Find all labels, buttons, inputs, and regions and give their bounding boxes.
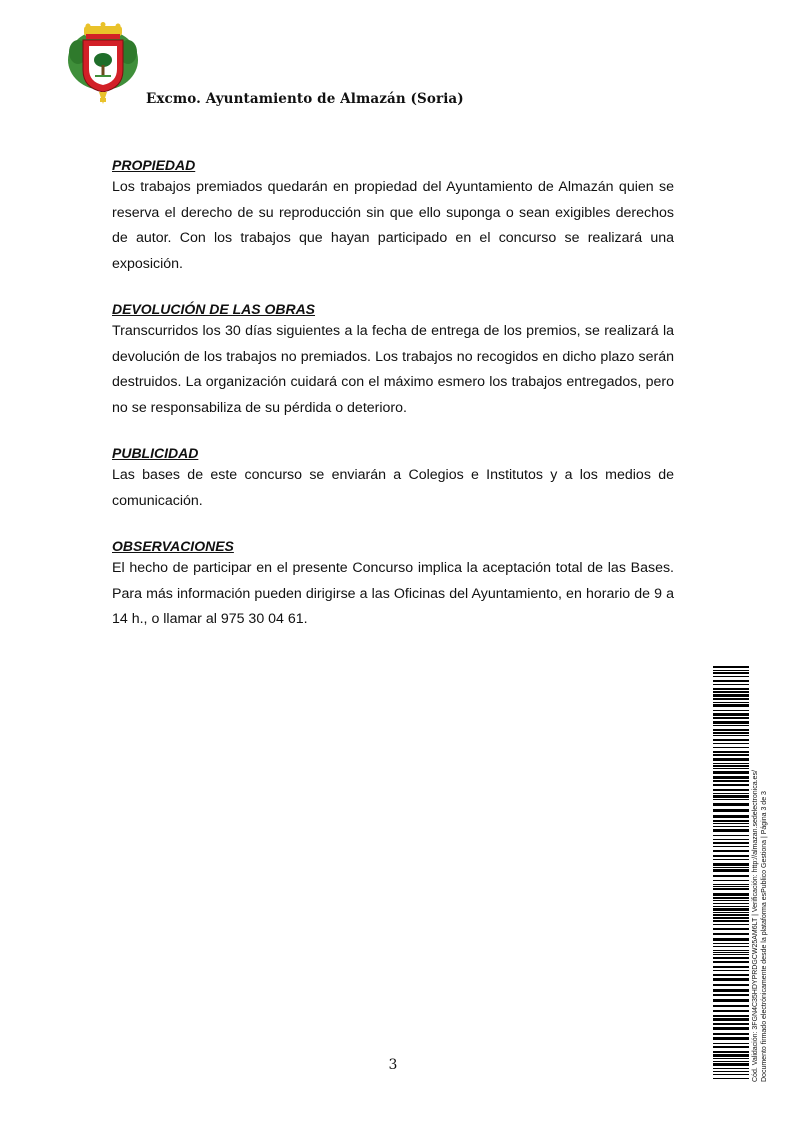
validation-line-2: Documento firmado electrónicamente desde la plataforma esPublico Gestiona | Página 3 de 3	[761, 791, 768, 1082]
coat-of-arms-icon	[66, 22, 140, 106]
validation-text	[751, 662, 769, 1082]
organization-name: Excmo. Ayuntamiento de Almazán (Soria)	[146, 91, 464, 107]
section-heading: PROPIEDAD	[112, 157, 196, 173]
section-paragraph: Los trabajos premiados quedarán en propiedad del Ayuntamiento de Almazán quien se reserva el derecho de su reproducción sin que ello suponga o sean exigibles derechos de autor. Con los trabajos que hayan participado en el concurso se realizará una exposición.	[112, 179, 674, 272]
validation-barcode-icon	[713, 666, 749, 1082]
section-propiedad	[112, 155, 674, 277]
section-publicidad	[112, 443, 674, 514]
section-observaciones	[112, 536, 674, 633]
section-heading: PUBLICIDAD	[112, 445, 199, 461]
section-devolucion	[112, 299, 674, 421]
validation-line-1: Cód. Validación: 3FGN4C35HDYPRDGCW25AM6LT | Verificación: http://almazan.sedelectronica.es/	[752, 770, 759, 1082]
section-paragraph: Las bases de este concurso se enviarán a Colegios e Institutos y a los medios de comunicación.	[112, 467, 674, 509]
section-paragraph: El hecho de participar en el presente Concurso implica la aceptación total de las Bases. Para más información pueden dirigirse a las Oficinas del Ayuntamiento, en horario de 9 a 14 h., o llamar al 975 30 04 61.	[112, 560, 674, 627]
section-paragraph: Transcurridos los 30 días siguientes a la fecha de entrega de los premios, se realizará la devolución de los trabajos no premiados. Los trabajos no recogidos en dicho plazo serán destruidos. La organización cuidará con el máximo esmero los trabajos entregados, pero no se responsabiliza de su pérdida o deterioro.	[112, 323, 674, 416]
section-heading: DEVOLUCIÓN DE LAS OBRAS	[112, 301, 316, 317]
document-body	[112, 155, 674, 655]
section-heading: OBSERVACIONES	[112, 538, 234, 554]
page-number: 3	[388, 1057, 398, 1073]
